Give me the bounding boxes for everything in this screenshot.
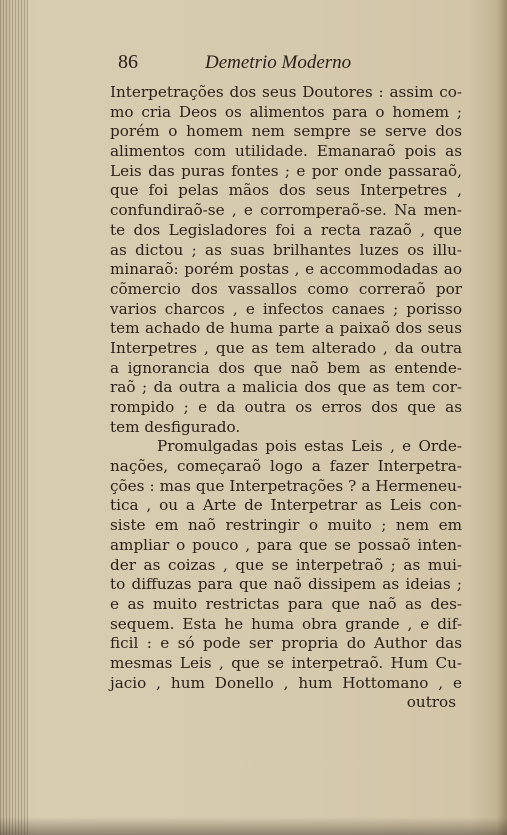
text-line: tem achado de huma parte a paixaõ dos seus bbox=[110, 319, 462, 338]
body-text bbox=[110, 83, 462, 713]
text-line: ficil : e só pode ser propria do Author das bbox=[110, 634, 462, 653]
text-block bbox=[110, 53, 462, 713]
text-line: mo cria Deos os alimentos para o homem ; bbox=[110, 102, 462, 121]
text-line: siste em naõ restringir o muito ; nem em bbox=[110, 516, 462, 535]
text-line: Interpetres , que as tem alterado , da outra bbox=[110, 338, 462, 357]
text-line: nações, começaraõ logo a fazer Interpetra- bbox=[110, 457, 462, 476]
text-line: tica , ou a Arte de Interpetrar as Leis con- bbox=[110, 496, 462, 515]
text-line: alimentos com utilidade. Emanaraõ pois as bbox=[110, 142, 462, 161]
text-line: confundiraõ-se , e corromperaõ-se. Na men- bbox=[110, 201, 462, 220]
text-line: te dos Legisladores foi a recta razaõ , que bbox=[110, 220, 462, 239]
text-line: minaraõ: porém postas , e accommodadas ao bbox=[110, 260, 462, 279]
text-line: mesmas Leis , que se interpetraõ. Hum Cu- bbox=[110, 653, 462, 672]
page-bottom-shadow bbox=[0, 817, 507, 835]
text-line: Leis das puras fontes ; e por onde passaraõ, bbox=[110, 161, 462, 180]
running-title: Demetrio Moderno bbox=[205, 52, 352, 73]
text-line: Promulgadas pois estas Leis , e Orde- bbox=[157, 437, 462, 456]
text-line: to diffuzas para que naõ dissipem as ideias ; bbox=[110, 575, 462, 594]
text-line: ampliar o pouco , para que se possaõ inten- bbox=[110, 535, 462, 554]
text-line: raõ ; da outra a malicia dos que as tem cor- bbox=[110, 378, 462, 397]
text-line: rompido ; e da outra os erros dos que as bbox=[110, 398, 462, 416]
page-header bbox=[110, 53, 462, 83]
text-line: as dictou ; as suas brilhantes luzes os illu- bbox=[110, 240, 462, 259]
text-line: varios charcos , e infectos canaes ; porisso bbox=[110, 299, 462, 318]
text-line: sequem. Esta he huma obra grande , e dif- bbox=[110, 614, 462, 633]
text-line: e as muito restrictas para que naõ as des- bbox=[110, 594, 462, 613]
text-line: tem desfigurado. bbox=[110, 417, 241, 436]
text-line: der as coizas , que se interpetraõ ; as mui- bbox=[110, 555, 462, 574]
text-line: a ignorancia dos que naõ bem as entende- bbox=[110, 358, 462, 377]
text-line: porém o homem nem sempre se serve dos bbox=[110, 122, 462, 141]
text-line: cõmercio dos vassallos como correraõ por bbox=[110, 279, 462, 298]
text-line: jacio , hum Donello , hum Hottomano , e bbox=[110, 673, 462, 692]
catchword: outros bbox=[406, 693, 456, 712]
text-line: que foi pelas mãos dos seus Interpetres , bbox=[110, 181, 462, 200]
page-number: 86 bbox=[118, 51, 138, 73]
book-spine-edge bbox=[0, 0, 28, 835]
text-line: Interpetrações dos seus Doutores : assim co- bbox=[110, 83, 462, 101]
text-line: ções : mas que Interpetrações ? a Hermeneu- bbox=[110, 476, 462, 495]
